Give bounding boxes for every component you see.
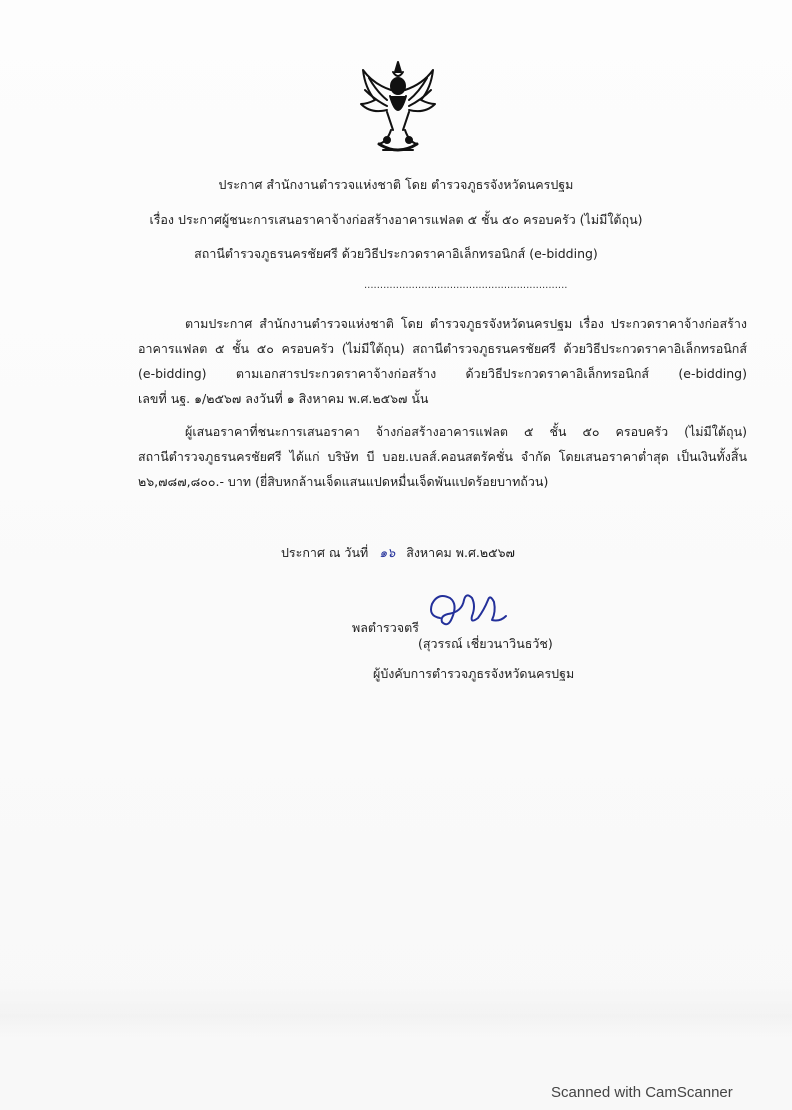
paragraph-2-line-1: ผู้เสนอราคาที่ชนะการเสนอราคา จ้างก่อสร้างอาคารแฟลต ๕ ชั้น ๕๐ ครอบครัว (ไม่มีใต้ถุน) [185, 424, 747, 439]
date-prefix: ประกาศ ณ วันที่ [281, 545, 369, 560]
scanner-watermark: Scanned with CamScanner [551, 1084, 733, 1101]
handwritten-signature [418, 588, 518, 632]
announcement-subject-continued: สถานีตำรวจภูธรนครชัยศรี ด้วยวิธีประกวดราคาอิเล็กทรอนิกส์ (e-bidding) [194, 246, 598, 261]
announcement-date [281, 543, 515, 564]
paragraph-1-line-3: (e-bidding) ตามเอกสารประกวดราคาจ้างก่อสร้าง ด้วยวิธีประกวดราคาอิเล็กทรอนิกส์ (e-bidding) [138, 366, 747, 381]
signer-position: ผู้บังคับการตำรวจภูธรจังหวัดนครปฐม [373, 666, 575, 681]
announcement-title: ประกาศ สำนักงานตำรวจแห่งชาติ โดย ตำรวจภูธรจังหวัดนครปฐม [218, 177, 574, 192]
garuda-emblem-icon [357, 60, 439, 156]
paragraph-1-line-1: ตามประกาศ สำนักงานตำรวจแห่งชาติ โดย ตำรวจภูธรจังหวัดนครปฐม เรื่อง ประกวดราคาจ้างก่อสร้าง [185, 316, 747, 331]
date-day-handwritten: ๑๖ [379, 545, 396, 560]
dotted-separator: ................................................................ [364, 280, 568, 291]
paragraph-1-line-2: อาคารแฟลต ๕ ชั้น ๕๐ ครอบครัว (ไม่มีใต้ถุน) สถานีตำรวจภูธรนครชัยศรี ด้วยวิธีประกวดราคาอิเล็กทรอนิกส์ [138, 341, 747, 356]
signer-name: (สุวรรณ์ เชี่ยวนาวินธวัช) [418, 636, 553, 651]
date-suffix: สิงหาคม พ.ศ.๒๕๖๗ [406, 545, 515, 560]
paragraph-2-line-3: ๒๖,๗๘๗,๘๐๐.- บาท (ยี่สิบหกล้านเจ็ดแสนแปดหมื่นเจ็ดพันแปดร้อยบาทถ้วน) [138, 474, 549, 489]
signer-rank: พลตำรวจตรี [352, 620, 419, 635]
announcement-subject: เรื่อง ประกาศผู้ชนะการเสนอราคาจ้างก่อสร้างอาคารแฟลต ๕ ชั้น ๕๐ ครอบครัว (ไม่มีใต้ถุน) [149, 212, 643, 227]
paragraph-1-line-4: เลขที่ นฐ. ๑/๒๕๖๗ ลงวันที่ ๑ สิงหาคม พ.ศ.๒๕๖๗ นั้น [138, 391, 429, 406]
paragraph-2-line-2: สถานีตำรวจภูธรนครชัยศรี ได้แก่ บริษัท บี บอย.เบลส์.คอนสตรัคชั่น จำกัด โดยเสนอราคาต่ำสุด เป็นเงินทั้งสิ้น [138, 449, 747, 464]
